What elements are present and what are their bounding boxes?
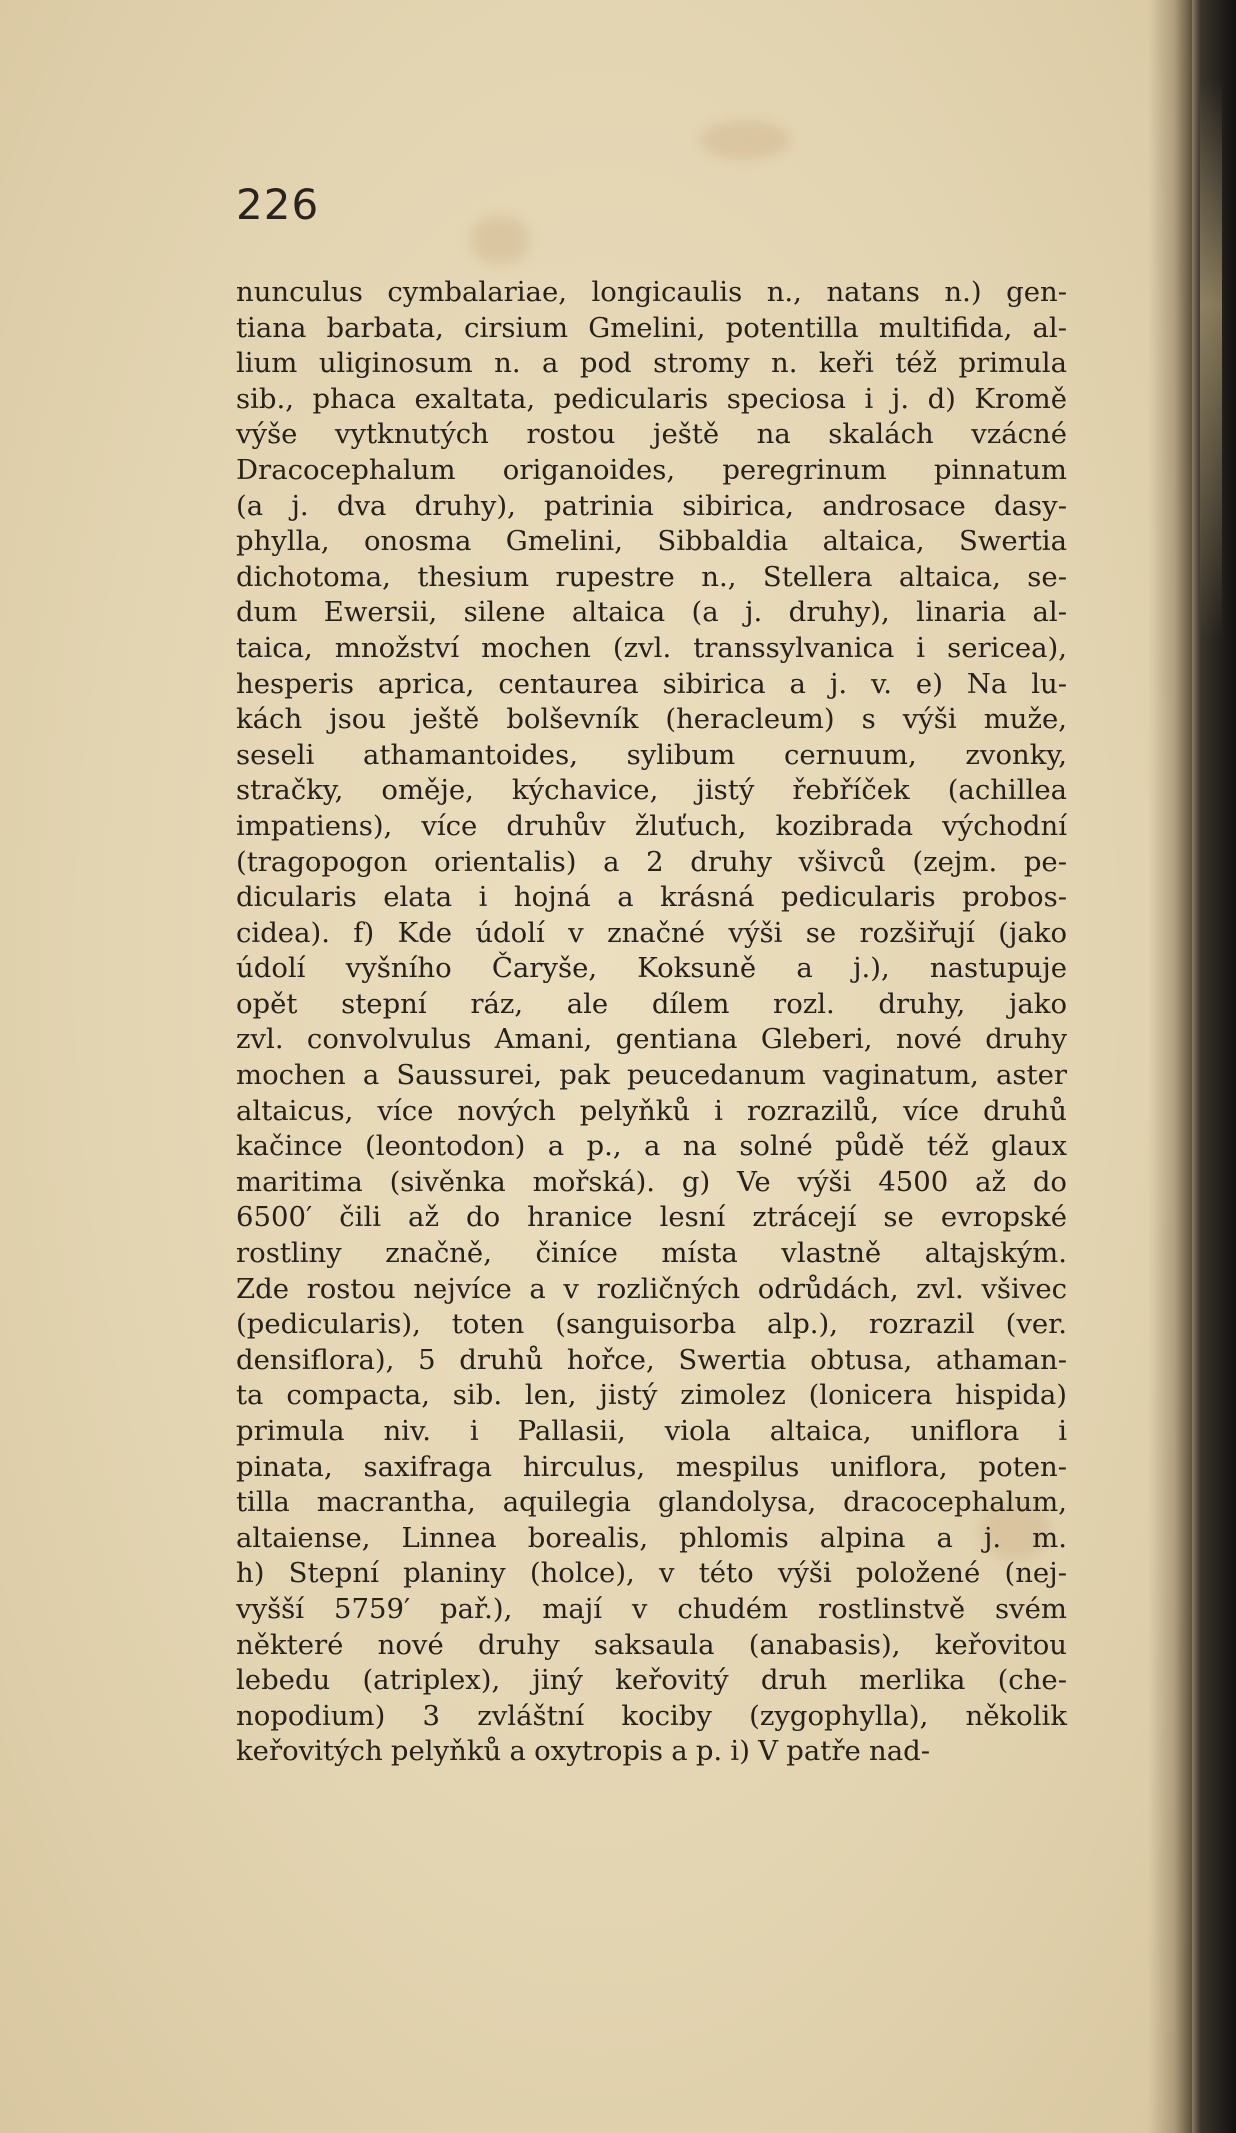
text-line: densiflora), 5 druhů hořce, Swertia obtusa, athaman- [236,1343,1067,1376]
text-line: ta compacta, sib. len, jistý zimolez (lonicera hispida) [236,1379,1067,1412]
text-line: rostliny značně, činíce místa vlastně altajským. [236,1237,1067,1270]
text-line: h) Stepní planiny (holce), v této výši položené (nej- [236,1557,1067,1590]
text-line: tilla macrantha, aquilegia glandolysa, dracocephalum, [236,1486,1067,1519]
paper-stain [700,120,790,160]
paper-stain [470,215,530,265]
page-number: 226 [236,180,320,229]
text-line: nunculus cymbalariae, longicaulis n., natans n.) gen- [236,276,1067,308]
text-line: lium uliginosum n. a pod stromy n. keři též primula [236,347,1067,380]
text-line: zvl. convolvulus Amani, gentiana Gleberi, nové druhy [236,1023,1067,1056]
text-line: maritima (sivěnka mořská). g) Ve výši 4500 až do [236,1165,1067,1198]
text-line: lebedu (atriplex), jiný keřovitý druh merlika (che- [236,1664,1067,1697]
text-line: phylla, onosma Gmelini, Sibbaldia altaica, Swertia [236,525,1067,558]
text-line: údolí vyšního Čaryše, Koksuně a j.), nastupuje [236,952,1067,985]
text-line: kačince (leontodon) a p., a na solné půdě též glaux [236,1130,1067,1163]
page-edge-highlight [1200,80,1222,640]
text-line: impatiens), více druhův žluťuch, kozibrada východní [236,809,1067,842]
text-line: altaicus, více nových pelyňků i rozrazilů, více druhů [236,1094,1067,1127]
text-line: primula niv. i Pallasii, viola altaica, uniflora i [236,1415,1067,1447]
text-line: vyšší 5759′ pař.), mají v chudém rostlinstvě svém [236,1592,1067,1625]
text-line: (pedicularis), toten (sanguisorba alp.), rozrazil (ver. [236,1308,1067,1341]
text-line: stračky, oměje, kýchavice, jistý řebříček (achillea [236,774,1067,807]
text-line: kách jsou ještě bolševník (heracleum) s výši muže, [236,703,1067,736]
text-line: cidea). f) Kde údolí v značné výši se rozšiřují (jako [236,916,1067,949]
text-line: dicularis elata i hojná a krásná pedicularis probos- [236,881,1067,914]
text-line: (tragopogon orientalis) a 2 druhy všivců (zejm. pe- [236,845,1067,878]
body-text [236,275,1067,1770]
text-line: 6500′ čili až do hranice lesní ztrácejí se evropské [236,1201,1067,1234]
text-line: Zde rostou nejvíce a v rozličných odrůdách, zvl. všivec [236,1272,1067,1305]
text-line: výše vytknutých rostou ještě na skalách vzácné [236,418,1067,451]
text-line: taica, množství mochen (zvl. transsylvanica i sericea), [236,631,1067,664]
text-line: některé nové druhy saksaula (anabasis), keřovitou [236,1628,1067,1661]
text-line: (a j. dva druhy), patrinia sibirica, androsace dasy- [236,489,1067,522]
text-line: opět stepní ráz, ale dílem rozl. druhy, jako [236,987,1067,1020]
text-line: sib., phaca exaltata, pedicularis speciosa i j. d) Kromě [236,382,1067,415]
text-line: dum Ewersii, silene altaica (a j. druhy), linaria al- [236,596,1067,629]
text-line: mochen a Saussurei, pak peucedanum vaginatum, aster [236,1059,1067,1092]
text-line: Dracocephalum origanoides, peregrinum pinnatum [236,453,1067,486]
text-line: seseli athamantoides, sylibum cernuum, zvonky, [236,738,1067,771]
text-line: altaiense, Linnea borealis, phlomis alpina a j. m. [236,1521,1067,1554]
text-line: tiana barbata, cirsium Gmelini, potentilla multifida, al- [236,311,1067,344]
text-line: dichotoma, thesium rupestre n., Stellera altaica, se- [236,560,1067,593]
text-line: keřovitých pelyňků a oxytropis a p. i) V patře nad- [236,1735,930,1768]
text-line: pinata, saxifraga hirculus, mespilus uniflora, poten- [236,1450,1067,1483]
text-line: hesperis aprica, centaurea sibirica a j. v. e) Na lu- [236,667,1067,700]
page-gutter-shadow [1148,0,1192,2133]
text-line: nopodium) 3 zvláštní kociby (zygophylla), několik [236,1699,1067,1732]
